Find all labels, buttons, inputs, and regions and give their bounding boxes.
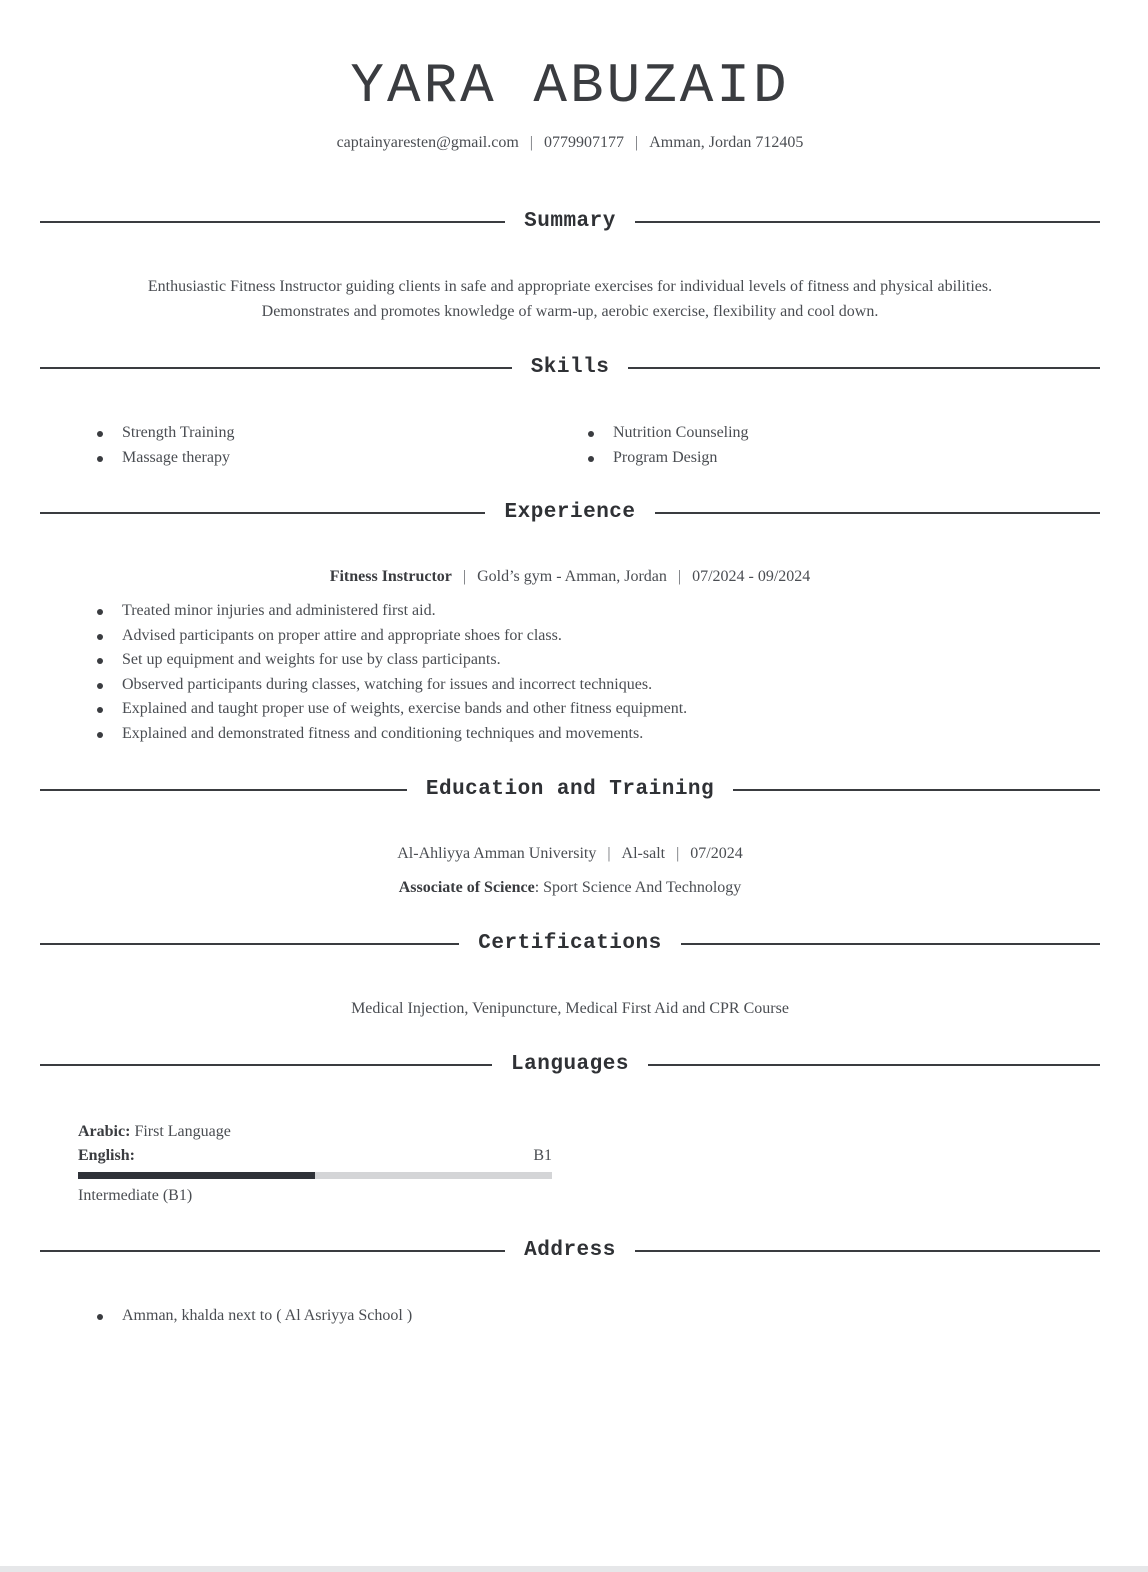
list-item: Set up equipment and weights for use by class participants. xyxy=(40,648,1100,673)
section-title: Education and Training xyxy=(425,778,715,801)
section-title: Summary xyxy=(524,210,616,233)
separator: | xyxy=(677,568,682,585)
job-header xyxy=(40,565,1100,589)
certifications-section xyxy=(40,932,1100,1022)
summary-line: Demonstrates and promotes knowledge of warm-up, aerobic exercise, flexibility and cool down. xyxy=(261,302,879,320)
email: captainyaresten@gmail.com xyxy=(336,134,519,151)
divider xyxy=(40,1250,505,1252)
divider xyxy=(635,1250,1100,1252)
list-item: Treated minor injuries and administered first aid. xyxy=(40,599,1100,624)
degree: Associate of Science xyxy=(398,879,535,896)
separator: | xyxy=(676,845,680,862)
graduation-date: 07/2024 xyxy=(690,845,743,862)
education-section xyxy=(40,778,1100,900)
divider xyxy=(681,943,1100,945)
language-arabic xyxy=(78,1120,1100,1144)
summary-text xyxy=(40,275,1100,324)
divider xyxy=(40,367,512,369)
divider xyxy=(635,221,1100,223)
separator: | xyxy=(607,845,611,862)
section-title: Languages xyxy=(511,1053,629,1076)
contact-line xyxy=(40,132,1100,154)
experience-bullets xyxy=(40,599,1100,746)
languages-list xyxy=(40,1120,1100,1208)
list-item: Advised participants on proper attire and appropriate shoes for class. xyxy=(40,624,1100,649)
list-item: Observed participants during classes, watching for issues and incorrect techniques. xyxy=(40,673,1100,698)
candidate-name: YARA ABUZAID xyxy=(350,54,790,118)
divider xyxy=(733,789,1100,791)
divider xyxy=(40,221,505,223)
language-level-text: Intermediate (B1) xyxy=(78,1187,193,1204)
education-heading xyxy=(40,778,1100,801)
school-city: Al-salt xyxy=(621,845,666,862)
language-english xyxy=(78,1144,552,1168)
address-list xyxy=(40,1304,1100,1329)
divider xyxy=(628,367,1100,369)
section-title: Certifications xyxy=(478,932,662,955)
section-title: Skills xyxy=(530,356,610,379)
list-item: Amman, khalda next to ( Al Asriyya School ) xyxy=(40,1304,1100,1329)
section-title: Address xyxy=(524,1239,616,1262)
experience-section xyxy=(40,501,1100,746)
experience-heading xyxy=(40,501,1100,524)
skill-item: Program Design xyxy=(531,446,1022,471)
divider xyxy=(40,512,485,514)
language-level: First Language xyxy=(134,1123,231,1140)
list-item: Explained and taught proper use of weights, exercise bands and other fitness equipment. xyxy=(40,697,1100,722)
location: Amman, Jordan 712405 xyxy=(649,134,804,151)
divider xyxy=(40,789,407,791)
phone: 0779907177 xyxy=(544,134,624,151)
school: Al-Ahliyya Amman University xyxy=(397,845,597,862)
divider xyxy=(40,943,459,945)
address-heading xyxy=(40,1239,1100,1262)
skill-item: Strength Training xyxy=(40,421,531,446)
summary-line: Enthusiastic Fitness Instructor guiding clients in safe and appropriate exercises for individual levels of fitness and physical abilities. xyxy=(147,278,993,295)
summary-heading xyxy=(40,210,1100,233)
summary-section xyxy=(40,210,1100,324)
degree-line xyxy=(40,876,1100,900)
skills-section xyxy=(40,356,1100,470)
skills-column-right xyxy=(531,421,1022,470)
languages-section xyxy=(40,1053,1100,1208)
languages-heading xyxy=(40,1053,1100,1076)
divider xyxy=(648,1064,1100,1066)
certifications-text: Medical Injection, Venipuncture, Medical First Aid and CPR Course xyxy=(351,1000,789,1017)
separator: | xyxy=(635,134,639,151)
separator: | xyxy=(462,568,467,585)
separator: | xyxy=(529,134,533,151)
field-of-study: : Sport Science And Technology xyxy=(534,879,742,896)
list-item: Explained and demonstrated fitness and conditioning techniques and movements. xyxy=(40,722,1100,747)
skill-item: Nutrition Counseling xyxy=(531,421,1022,446)
job-dates: 07/2024 - 09/2024 xyxy=(692,568,811,585)
address-section xyxy=(40,1239,1100,1329)
certifications-heading xyxy=(40,932,1100,955)
skill-item: Massage therapy xyxy=(40,446,531,471)
language-label: English: xyxy=(78,1147,135,1164)
skills-heading xyxy=(40,356,1100,379)
divider xyxy=(655,512,1100,514)
skills-list xyxy=(40,421,1100,470)
language-code: B1 xyxy=(533,1147,552,1164)
employer: Gold’s gym - Amman, Jordan xyxy=(477,568,667,585)
section-title: Experience xyxy=(504,501,636,524)
education-entry xyxy=(40,842,1100,866)
skills-column-left xyxy=(40,421,531,470)
divider xyxy=(40,1064,492,1066)
proficiency-bar xyxy=(78,1172,552,1179)
page-bottom-bar xyxy=(0,1566,1148,1572)
language-label: Arabic: xyxy=(78,1123,131,1140)
proficiency-bar-fill xyxy=(78,1172,315,1179)
job-title: Fitness Instructor xyxy=(329,568,452,585)
